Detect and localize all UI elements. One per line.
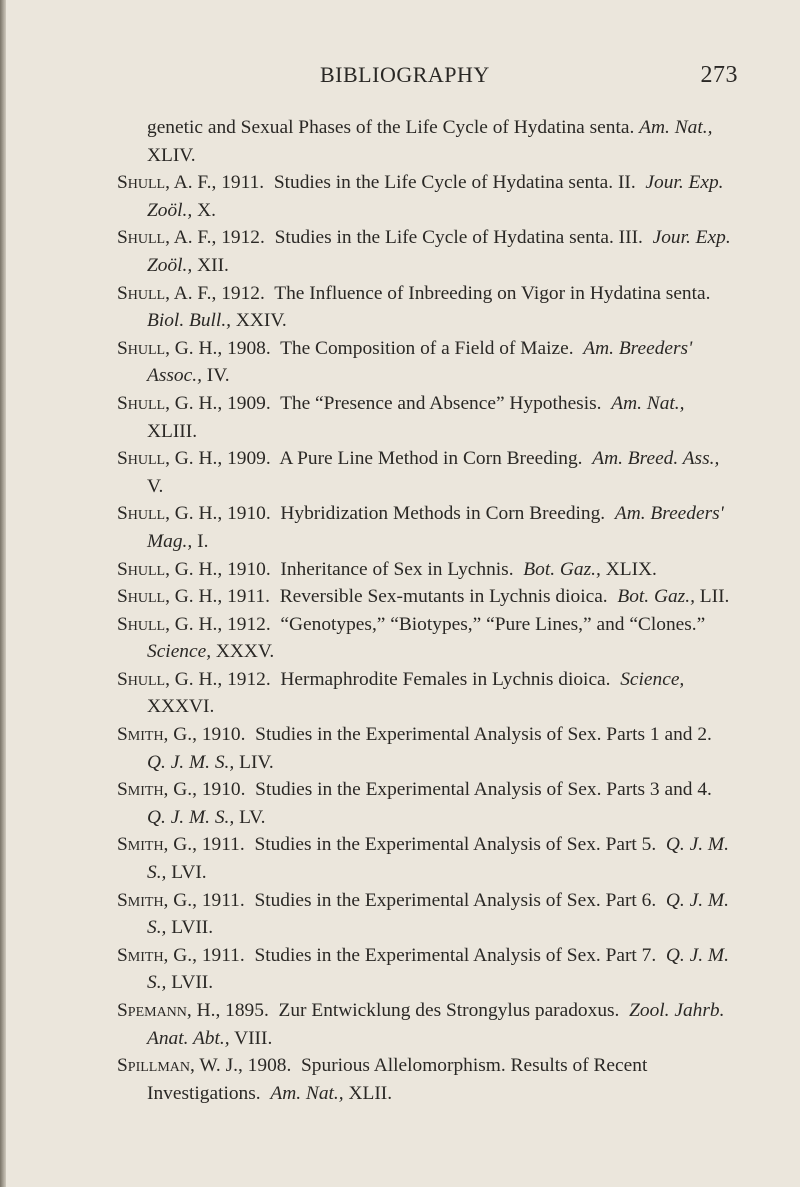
bibliography-entry: Spillman, W. J., 1908. Spurious Allelomorphism. Results of Recent Investigations. Am. Nat., XLII. <box>117 1055 648 1104</box>
entry-author: Shull, G. H., <box>117 503 223 525</box>
entry-author: Shull, G. H., <box>117 337 223 359</box>
entry-author: Shull, G. H., <box>117 448 223 470</box>
bibliography-list <box>117 114 739 1107</box>
entry-author: Shull, G. H., <box>117 668 223 690</box>
bibliography-entry: Shull, G. H., 1909. The “Presence and Absence” Hypothesis. Am. Nat., XLIII. <box>117 392 685 442</box>
bibliography-entry: Shull, G. H., 1912. “Genotypes,” “Biotypes,” “Pure Lines,” and “Clones.” Science, XXXV. <box>117 613 706 663</box>
entry-author: Shull, A. F., <box>117 172 217 194</box>
running-head: BIBLIOGRAPHY <box>320 62 490 87</box>
entry-author: Smith, G., <box>117 944 197 966</box>
entry-author: Shull, A. F., <box>117 227 217 249</box>
bibliography-entry: Smith, G., 1910. Studies in the Experimental Analysis of Sex. Parts 1 and 2. Q. J. M. S., LIV. <box>117 724 712 773</box>
bibliography-entry: genetic and Sexual Phases of the Life Cycle of Hydatina senta. Am. Nat., XLIV. <box>147 117 713 166</box>
bibliography-entry: Shull, A. F., 1911. Studies in the Life Cycle of Hydatina senta. II. Jour. Exp. Zoöl., X. <box>117 172 724 221</box>
entry-author: Smith, G., <box>117 889 197 911</box>
bibliography-entry: Shull, A. F., 1912. The Influence of Inbreeding on Vigor in Hydatina senta. Biol. Bull., XXIV. <box>117 282 711 332</box>
bibliography-entry: Shull, G. H., 1910. Inheritance of Sex in Lychnis. Bot. Gaz., XLIX. <box>117 558 657 580</box>
bibliography-entry: Shull, G. H., 1911. Reversible Sex-mutants in Lychnis dioica. Bot. Gaz., LII. <box>117 586 730 608</box>
bibliography-entry: Smith, G., 1910. Studies in the Experimental Analysis of Sex. Parts 3 and 4. Q. J. M. S., LV. <box>117 779 712 828</box>
entry-author: Smith, G., <box>117 779 197 801</box>
page-number: 273 <box>700 62 738 88</box>
entry-author: Smith, G., <box>117 724 197 746</box>
bibliography-entry: Smith, G., 1911. Studies in the Experimental Analysis of Sex. Part 5. Q. J. M. S., LVI. <box>117 834 729 884</box>
bibliography-entry: Shull, G. H., 1908. The Composition of a Field of Maize. Am. Breeders' Assoc., IV. <box>117 337 693 387</box>
entry-author: Shull, G. H., <box>117 558 223 580</box>
page-edge-shadow <box>0 0 6 1187</box>
entry-author: Shull, A. F., <box>117 282 217 304</box>
bibliography-entry: Smith, G., 1911. Studies in the Experimental Analysis of Sex. Part 7. Q. J. M. S., LVII. <box>117 944 729 994</box>
entry-author: Spillman, W. J., <box>117 1055 243 1077</box>
entry-author: Smith, G., <box>117 834 197 856</box>
page-header <box>150 62 738 96</box>
bibliography-entry: Smith, G., 1911. Studies in the Experimental Analysis of Sex. Part 6. Q. J. M. S., LVII. <box>117 889 729 939</box>
bibliography-entry: Spemann, H., 1895. Zur Entwicklung des Strongylus paradoxus. Zool. Jahrb. Anat. Abt., VIII. <box>117 1000 725 1049</box>
entry-author: Shull, G. H., <box>117 613 223 635</box>
entry-author: Shull, G. H., <box>117 586 223 608</box>
bibliography-entry: Shull, G. H., 1909. A Pure Line Method in Corn Breeding. Am. Breed. Ass., V. <box>117 448 720 497</box>
bibliography-entry: Shull, A. F., 1912. Studies in the Life Cycle of Hydatina senta. III. Jour. Exp. Zoöl., XII. <box>117 227 731 276</box>
bibliography-entry: Shull, G. H., 1910. Hybridization Methods in Corn Breeding. Am. Breeders' Mag., I. <box>117 503 724 552</box>
entry-author: Spemann, H., <box>117 1000 221 1021</box>
entry-author: Shull, G. H., <box>117 392 223 414</box>
bibliography-entry: Shull, G. H., 1912. Hermaphrodite Females in Lychnis dioica. Science, XXXVI. <box>117 668 685 718</box>
